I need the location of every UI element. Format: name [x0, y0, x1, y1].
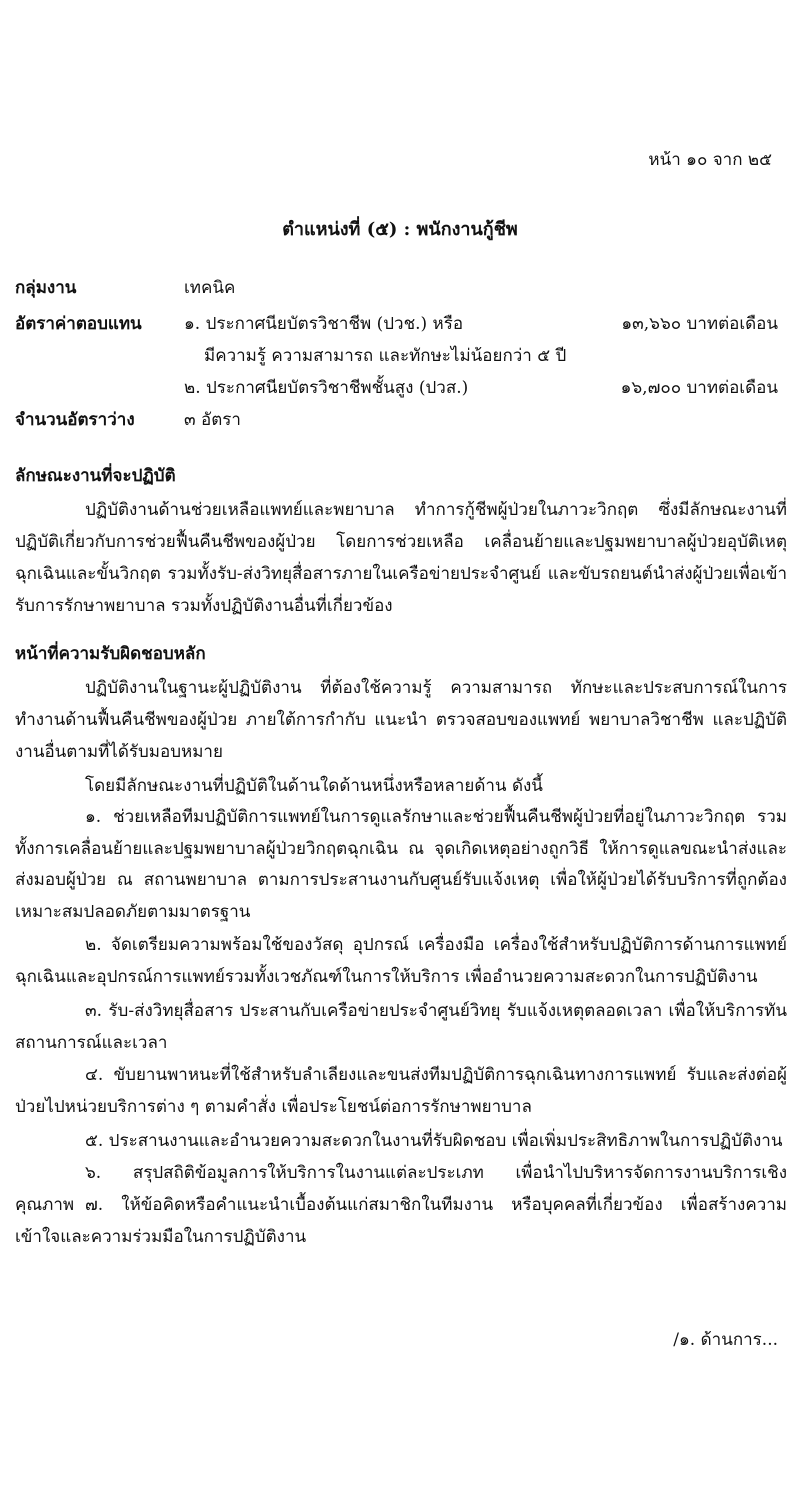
duty-item-3: ๓. รับ-ส่งวิทยุสื่อสาร ประสานกับเครือข่ายประจำศูนย์วิทยุ รับแจ้งเหตุตลอดเวลา เพื่อให้บริการทันสถานการณ์และเวลา — [15, 1001, 787, 1053]
responsibilities-sub-intro: โดยมีลักษณะงานที่ปฏิบัติในด้านใดด้านหนึ่งหรือหลายด้าน ดังนี้ — [85, 776, 543, 796]
responsibilities-intro: ปฏิบัติงานในฐานะผู้ปฏิบัติงาน ที่ต้องใช้ความรู้ ความสามารถ ทักษะและประสบการณ์ในการทำงานด้านฟื้นคืนชีพของผู้ป่วย ภายใต้การกำกับ แนะนำ ตรวจสอบของแพทย์ พยาบาลวิชาชีพ และปฏิบัติงานอื่นตามที่ได้รับมอบหมาย — [15, 678, 787, 762]
job-nature-heading: ลักษณะงานที่จะปฏิบัติ — [15, 466, 176, 486]
duty-item-6: ๖. สรุปสถิติข้อมูลการให้บริการในงานแต่ละประเภท เพื่อนำไปบริหารจัดการงานบริการเชิงคุณภาพ — [15, 1163, 787, 1215]
pay-item-1-cont: มีความรู้ ความสามารถ และทักษะไม่น้อยกว่า ๕ ปี — [204, 346, 567, 366]
position-title: ตำแหน่งที่ (๕) : พนักงานกู้ชีพ — [282, 219, 518, 240]
duty-item-1: ๑. ช่วยเหลือทีมปฏิบัติการแพทย์ในการดูแลรักษาและช่วยฟื้นคืนชีพผู้ป่วยที่อยู่ในภาวะวิกฤต รวมทั้งการเคลื่อนย้ายและปฐมพยาบาลผู้ป่วยวิกฤตฉุกเฉิน ณ จุดเกิดเหตุอย่างถูกวิธี ให้การดูแลขณะนำส่งและส่งมอบผู้ป่วย ณ สถานพยาบาล ตามการประสานงานกับศูนย์รับแจ้งเหตุ เพื่อให้ผู้ป่วยได้รับบริการที่ถูกต้องเหมาะสมปลอดภัยตามมาตรฐาน — [15, 807, 787, 922]
pay-amount-1: ๑๓,๖๖๐ บาทต่อเดือน — [621, 314, 778, 334]
vacancy-value: ๓ อัตรา — [184, 410, 241, 430]
pay-item-1: ๑. ประกาศนียบัตรวิชาชีพ (ปวช.) หรือ — [184, 314, 464, 334]
duty-item-5: ๕. ประสานงานและอำนวยความสะดวกในงานที่รับผิดชอบ เพื่อเพิ่มประสิทธิภาพในการปฏิบัติงาน — [85, 1131, 783, 1151]
duty-item-4: ๔. ขับยานพาหนะที่ใช้สำหรับลำเลียงและขนส่งทีมปฏิบัติการฉุกเฉินทางการแพทย์ รับและส่งต่อผู้ป่วยไปหน่วยบริการต่าง ๆ ตามคำสั่ง เพื่อประโยชน์ต่อการรักษาพยาบาล — [15, 1065, 787, 1117]
continuation-note: /๑. ด้านการ... — [673, 1330, 778, 1350]
duty-item-7: ๗. ให้ข้อคิดหรือคำแนะนำเบื้องต้นแก่สมาชิกในทีมงาน หรือบุคคลที่เกี่ยวข้อง เพื่อสร้างความเข้าใจและความร่วมมือในการปฏิบัติงาน — [15, 1195, 787, 1247]
pay-item-2: ๒. ประกาศนียบัตรวิชาชีพชั้นสูง (ปวส.) — [184, 378, 469, 398]
vacancy-label: จำนวนอัตราว่าง — [15, 410, 135, 430]
group-label: กลุ่มงาน — [15, 278, 77, 298]
pay-amount-2: ๑๖,๗๐๐ บาทต่อเดือน — [620, 378, 778, 398]
group-value: เทคนิค — [184, 278, 236, 298]
pay-label: อัตราค่าตอบแทน — [15, 314, 142, 334]
job-nature-text: ปฏิบัติงานด้านช่วยเหลือแพทย์และพยาบาล ทำการกู้ชีพผู้ป่วยในภาวะวิกฤต ซึ่งมีลักษณะงานที่ปฏิบัติเกี่ยวกับการช่วยฟื้นคืนชีพของผู้ป่วย โดยการช่วยเหลือ เคลื่อนย้ายและปฐมพยาบาลผู้ป่วยอุบัติเหตุฉุกเฉินและขั้นวิกฤต รวมทั้งรับ-ส่งวิทยุสื่อสารภายในเครือข่ายประจำศูนย์ และขับรถยนต์นำส่งผู้ป่วยเพื่อเข้ารับการรักษาพยาบาล รวมทั้งปฏิบัติงานอื่นที่เกี่ยวข้อง — [15, 500, 787, 616]
page-number: หน้า ๑๐ จาก ๒๕ — [648, 150, 772, 170]
responsibilities-heading: หน้าที่ความรับผิดชอบหลัก — [15, 644, 206, 664]
duty-item-2: ๒. จัดเตรียมความพร้อมใช้ของวัสดุ อุปกรณ์ เครื่องมือ เครื่องใช้สำหรับปฏิบัติการด้านการแพทย์ฉุกเฉินและอุปกรณ์การแพทย์รวมทั้งเวชภัณฑ์ในการให้บริการ เพื่ออำนวยความสะดวกในการปฏิบัติงาน — [15, 935, 787, 987]
